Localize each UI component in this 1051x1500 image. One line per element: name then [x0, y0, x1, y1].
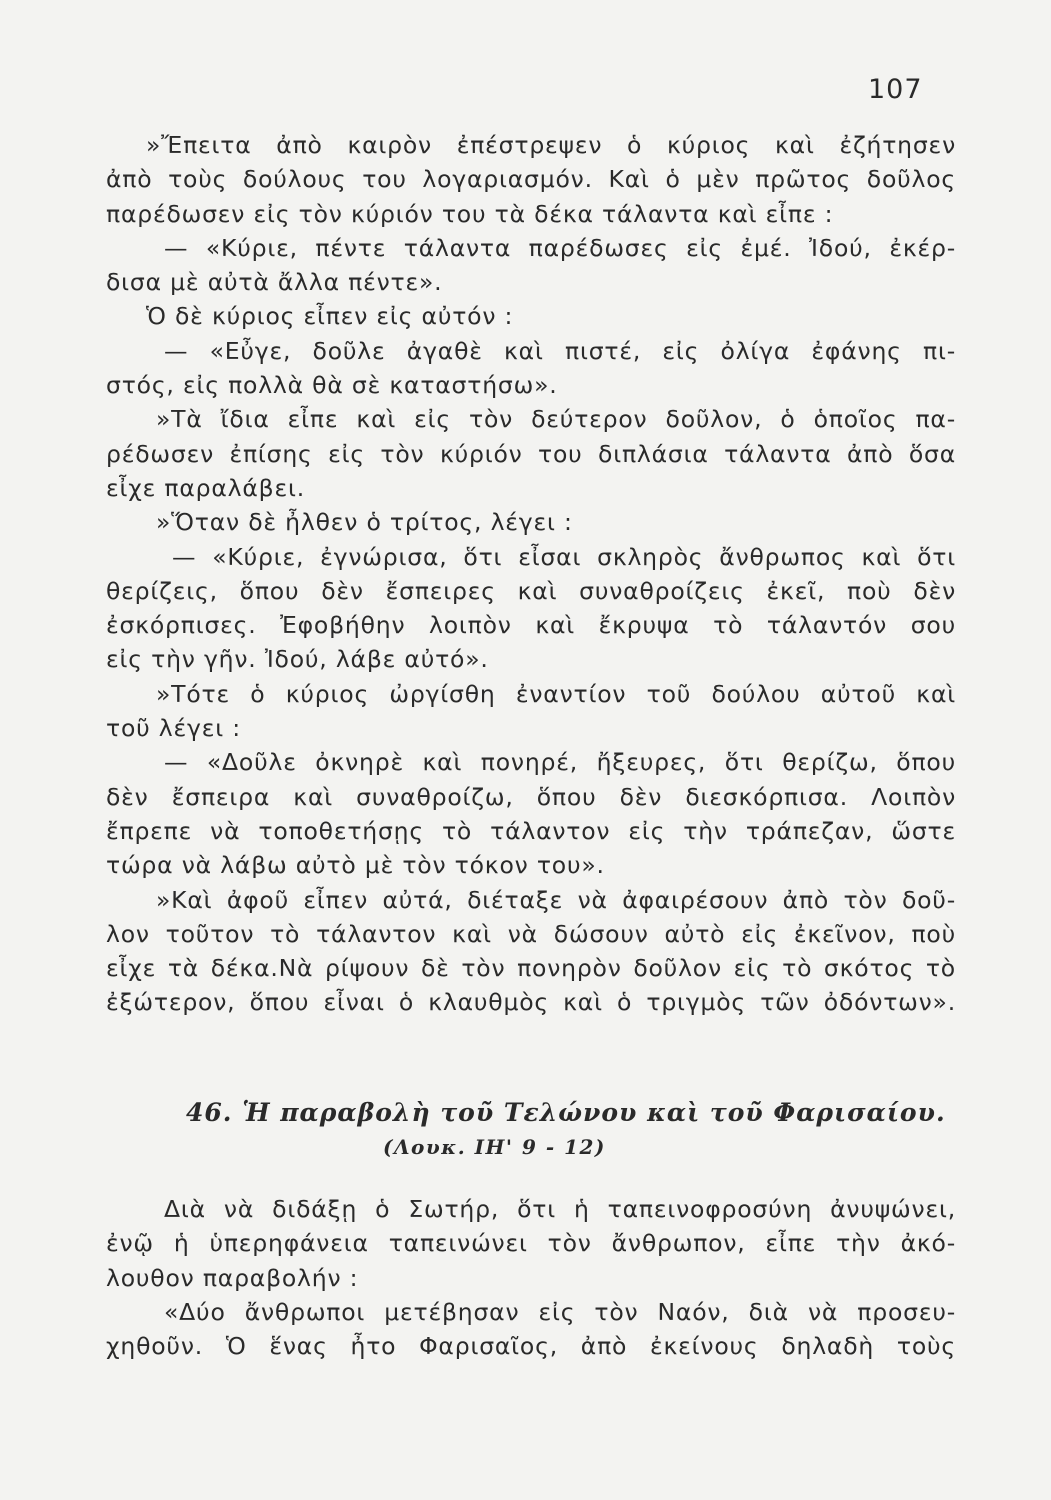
text-line: δισα μὲ αὐτὰ ἄλλα πέντε». — [106, 268, 443, 297]
text-line: ρέδωσεν ἐπίσης εἰς τὸν κύριόν του διπλάσια τάλαντα ἀπὸ ὅσα — [106, 439, 956, 468]
text-line: λουθον παραβολήν : — [106, 1263, 359, 1292]
text-line: »Ἔπειτα ἀπὸ καιρὸν ἐπέστρεψεν ὁ κύριος καὶ ἐζήτησεν — [146, 131, 956, 159]
text-line: λον τοῦτον τὸ τάλαντον καὶ νὰ δώσουν αὐτὸ εἰς ἐκεῖνον, ποὺ — [106, 919, 956, 948]
text-line: Ὁ δὲ κύριος εἶπεν εἰς αὐτόν : — [146, 302, 514, 331]
text-line: ἐσκόρπισες. Ἐφοβήθην λοιπὸν καὶ ἔκρυψα τὸ τάλαντόν σου — [106, 611, 956, 640]
page-number: 107 — [868, 74, 923, 105]
text-line: Διὰ νὰ διδάξῃ ὁ Σωτήρ, ὅτι ἡ ταπεινοφροσύνη ἀνυψώνει, — [164, 1195, 956, 1223]
text-line: δὲν ἔσπειρα καὶ συναθροίζω, ὅπου δὲν διεσκόρπισα. Λοιπὸν — [106, 782, 956, 811]
section-text — [106, 1192, 956, 1363]
text-line: παρέδωσεν εἰς τὸν κύριόν του τὰ δέκα τάλαντα καὶ εἶπε : — [106, 199, 834, 228]
text-line: »Καὶ ἀφοῦ εἶπεν αὐτά, διέταξε νὰ ἀφαιρέσουν ἀπὸ τὸν δοῦ- — [156, 885, 956, 914]
text-line: ἔπρεπε νὰ τοποθετήσῃς τὸ τάλαντον εἰς τὴν τράπεζαν, ὥστε — [106, 816, 956, 845]
text-line: τώρα νὰ λάβω αὐτὸ μὲ τὸν τόκον του». — [106, 851, 605, 880]
text-line: ἀπὸ τοὺς δούλους του λογαριασμόν. Καὶ ὁ μὲν πρῶτος δοῦλος — [106, 165, 956, 194]
text-line: — «Κύριε, πέντε τάλαντα παρέδωσες εἰς ἐμέ. Ἰδού, ἐκέρ- — [164, 233, 956, 262]
section-reference: (Λουκ. ΙΗ' 9 - 12) — [383, 1135, 606, 1159]
text-line: εἶχε παραλάβει. — [106, 473, 305, 502]
text-line: στός, εἰς πολλὰ θὰ σὲ καταστήσω». — [106, 371, 558, 400]
text-line: »Ὅταν δὲ ἦλθεν ὁ τρίτος, λέγει : — [156, 508, 573, 537]
text-line: εἰς τὴν γῆν. Ἰδού, λάβε αὐτό». — [106, 645, 489, 674]
body-text — [106, 128, 956, 1020]
text-line: »Τὰ ἴδια εἶπε καὶ εἰς τὸν δεύτερον δοῦλον, ὁ ὁποῖος πα- — [156, 405, 956, 434]
text-line: »Τότε ὁ κύριος ὠργίσθη ἐναντίον τοῦ δούλου αὐτοῦ καὶ — [156, 679, 956, 708]
text-line: χηθοῦν. Ὁ ἕνας ἦτο Φαρισαῖος, ἀπὸ ἐκείνους δηλαδὴ τοὺς — [106, 1332, 956, 1361]
text-line: — «Δοῦλε ὀκνηρὲ καὶ πονηρέ, ἤξευρες, ὅτι θερίζω, ὅπου — [164, 748, 956, 777]
text-line: τοῦ λέγει : — [106, 714, 241, 743]
text-line: — «Εὖγε, δοῦλε ἀγαθὲ καὶ πιστέ, εἰς ὀλίγα ἐφάνης πι- — [164, 336, 956, 365]
text-line: — «Κύριε, ἐγνώρισα, ὅτι εἶσαι σκληρὸς ἄνθρωπος καὶ ὅτι — [172, 542, 956, 571]
text-line: εἶχε τὰ δέκα.Νὰ ρίψουν δὲ τὸν πονηρὸν δοῦλον εἰς τὸ σκότος τὸ — [106, 954, 956, 983]
text-line: ἐνῷ ἡ ὑπερηφάνεια ταπεινώνει τὸν ἄνθρωπον, εἶπε τὴν ἀκό- — [106, 1229, 956, 1258]
text-line: «Δύο ἄνθρωποι μετέβησαν εἰς τὸν Ναόν, διὰ νὰ προσευ- — [164, 1297, 956, 1326]
section-heading: 46. Ἡ παραβολὴ τοῦ Τελώνου καὶ τοῦ Φαρισαίου. — [186, 1098, 946, 1127]
text-line: θερίζεις, ὅπου δὲν ἔσπειρες καὶ συναθροίζεις ἐκεῖ, ποὺ δὲν — [106, 576, 956, 605]
text-line: ἐξώτερον, ὅπου εἶναι ὁ κλαυθμὸς καὶ ὁ τριγμὸς τῶν ὀδόντων». — [106, 988, 956, 1017]
